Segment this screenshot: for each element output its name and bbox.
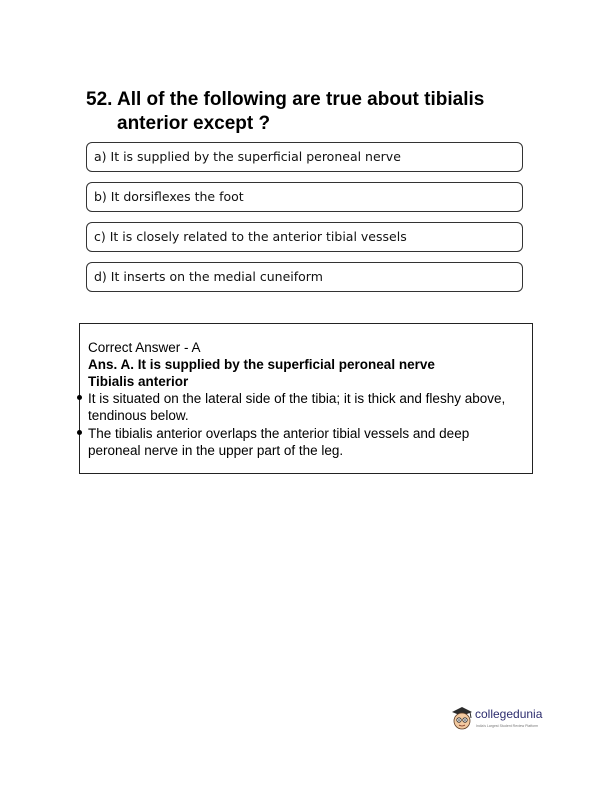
question-text: All of the following are true about tibialis anterior except ? bbox=[117, 89, 485, 134]
question-number: 52. bbox=[86, 89, 113, 110]
option-c[interactable]: c) It is closely related to the anterior tibial vessels bbox=[86, 222, 523, 252]
logo-tagline: India's Largest Student Review Platform bbox=[476, 724, 539, 728]
option-a[interactable]: a) It is supplied by the superficial peroneal nerve bbox=[86, 142, 523, 172]
option-d[interactable]: d) It inserts on the medial cuneiform bbox=[86, 262, 523, 292]
answer-box bbox=[79, 323, 533, 474]
logo-name: collegedunia bbox=[475, 707, 543, 721]
bullet-marker bbox=[77, 430, 82, 435]
option-b[interactable]: b) It dorsiflexes the foot bbox=[86, 182, 523, 212]
explanation-subheading: Tibialis anterior bbox=[88, 374, 189, 389]
correct-answer-label: Correct Answer - A bbox=[88, 340, 201, 355]
bullet-marker bbox=[77, 395, 82, 400]
explanation-heading: Ans. A. It is supplied by the superficial peroneal nerve bbox=[88, 357, 435, 372]
collegedunia-logo bbox=[450, 703, 550, 735]
explanation-bullet: It is situated on the lateral side of the tibia; it is thick and fleshy above, tendinous below. bbox=[88, 391, 506, 423]
student-mascot-icon bbox=[450, 705, 474, 733]
explanation-bullet: The tibialis anterior overlaps the anterior tibial vessels and deep peroneal nerve in the upper part of the leg. bbox=[88, 426, 470, 458]
